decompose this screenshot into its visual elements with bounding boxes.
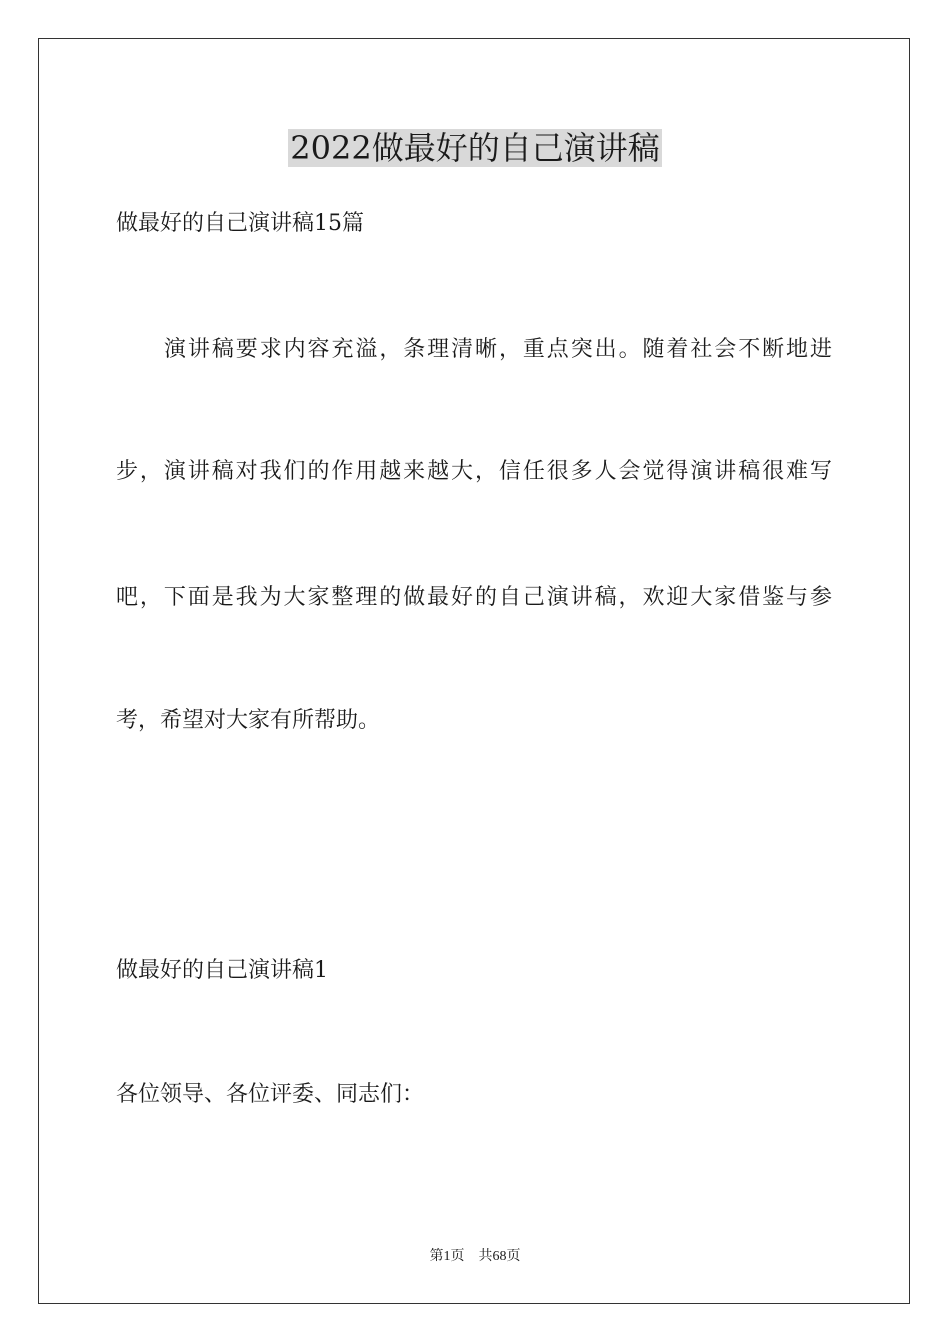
intro-line-3: 吧，下面是我为大家整理的做最好的自己演讲稿，欢迎大家借鉴与参 — [116, 585, 832, 610]
intro-line-2: 步，演讲稿对我们的作用越来越大，信任很多人会觉得演讲稿很难写 — [116, 459, 832, 484]
document-title — [0, 126, 950, 170]
page-total: 共68页 — [478, 1249, 521, 1264]
salutation: 各位领导、各位评委、同志们： — [116, 1082, 425, 1107]
page-footer — [0, 1247, 950, 1267]
subtitle: 做最好的自己演讲稿15篇 — [116, 211, 364, 236]
intro-line-1: 演讲稿要求内容充溢，条理清晰，重点突出。随着社会不断地进 — [164, 337, 832, 362]
intro-line-4: 考，希望对大家有所帮助。 — [116, 708, 381, 733]
document-title-text: 2022做最好的自己演讲稿 — [290, 129, 660, 167]
page-number: 第1页 — [429, 1249, 465, 1264]
section-heading: 做最好的自己演讲稿1 — [116, 958, 328, 983]
